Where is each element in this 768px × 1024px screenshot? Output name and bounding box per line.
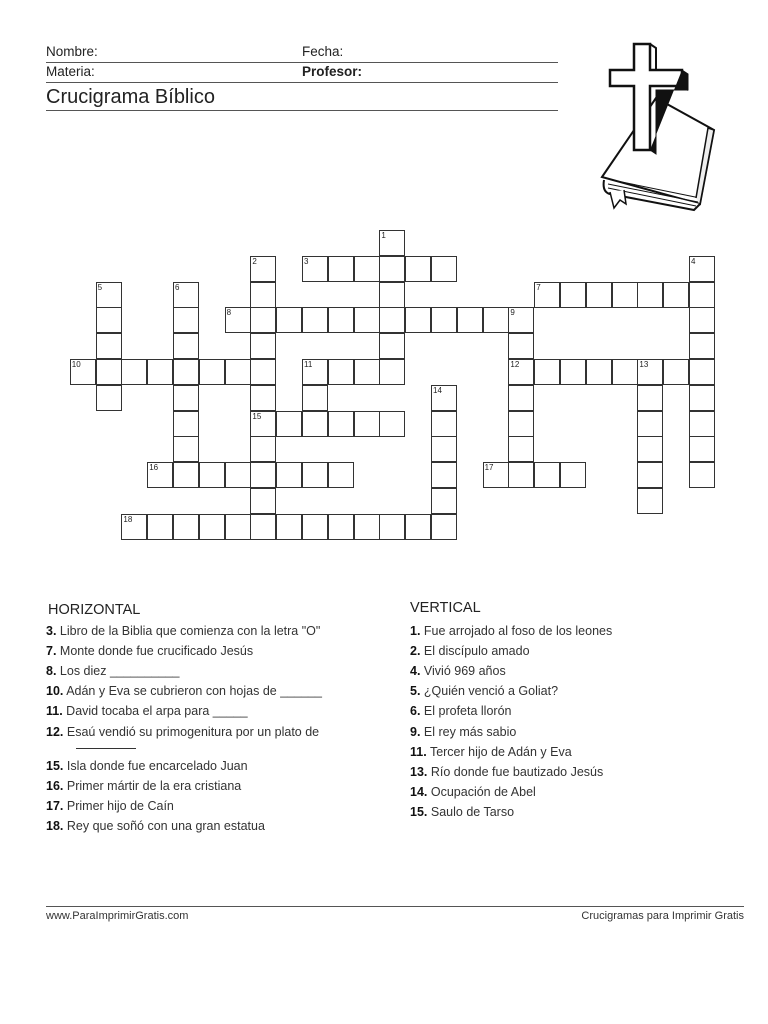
clue-number: 8 xyxy=(226,308,232,318)
crossword-cell[interactable] xyxy=(431,256,457,282)
crossword-cell[interactable] xyxy=(431,385,457,411)
crossword-cell[interactable] xyxy=(560,462,586,488)
crossword-cell[interactable] xyxy=(689,333,715,359)
clue-12-answer-blank xyxy=(76,748,136,749)
clue-item xyxy=(410,785,536,799)
clue-item xyxy=(46,624,320,638)
crossword-cell[interactable] xyxy=(431,436,457,462)
clue-number: 9 xyxy=(510,308,515,318)
crossword-cell[interactable] xyxy=(637,282,663,308)
crossword-cell[interactable] xyxy=(508,359,534,385)
clue-number: 15. xyxy=(46,758,64,773)
crossword-cell[interactable] xyxy=(328,256,354,282)
crossword-cell[interactable] xyxy=(405,307,431,333)
crossword-cell[interactable] xyxy=(96,307,122,333)
crossword-cell[interactable] xyxy=(508,411,534,437)
crossword-cell[interactable] xyxy=(250,333,276,359)
crossword-cell[interactable] xyxy=(612,359,638,385)
clue-text: Esaú vendió su primogenitura por un plato de xyxy=(66,724,320,739)
crossword-cell[interactable] xyxy=(379,282,405,308)
crossword-cell[interactable] xyxy=(225,307,251,333)
clue-text: Fue arrojado al foso de los leones xyxy=(423,624,613,638)
clue-item xyxy=(46,684,322,698)
crossword-cell[interactable] xyxy=(173,514,199,540)
clue-item xyxy=(46,819,265,833)
clue-item xyxy=(410,745,572,759)
crossword-cell[interactable] xyxy=(637,488,663,514)
clue-number: 10. xyxy=(46,684,64,699)
clue-number: 12 xyxy=(510,360,520,369)
crossword-cell[interactable] xyxy=(586,359,612,385)
crossword-cell[interactable] xyxy=(147,359,173,385)
crossword-cell[interactable] xyxy=(250,436,276,462)
clue-number: 5 xyxy=(97,282,103,292)
crossword-cell[interactable] xyxy=(689,411,715,437)
crossword-cell[interactable] xyxy=(302,307,328,333)
crossword-cell[interactable] xyxy=(147,462,173,488)
footer-website[interactable]: www.ParaImprimirGratis.com xyxy=(46,910,189,922)
clue-text: Rey que soñó con una gran estatua xyxy=(66,818,265,833)
crossword-cell[interactable] xyxy=(225,359,251,385)
clue-text: El discípulo amado xyxy=(423,644,530,659)
crossword-cell[interactable] xyxy=(199,359,225,385)
crossword-cell[interactable] xyxy=(431,307,457,333)
crossword-cell[interactable] xyxy=(379,256,405,282)
clue-number: 7. xyxy=(46,644,57,659)
clue-item xyxy=(410,684,558,698)
crossword-cell[interactable] xyxy=(173,436,199,462)
crossword-cell[interactable] xyxy=(689,282,715,308)
crossword-cell[interactable] xyxy=(96,333,122,359)
crossword-cell[interactable] xyxy=(250,462,276,488)
crossword-cell[interactable] xyxy=(379,333,405,359)
crossword-cell[interactable] xyxy=(250,307,276,333)
crossword-cell[interactable] xyxy=(302,256,328,282)
clue-item xyxy=(46,644,253,658)
clue-item xyxy=(46,759,248,773)
clue-number: 11 xyxy=(304,360,313,369)
crossword-cell[interactable] xyxy=(508,333,534,359)
clue-item xyxy=(46,664,179,678)
crossword-cell[interactable] xyxy=(663,282,689,308)
crossword-cell[interactable] xyxy=(121,514,147,540)
clue-number: 2. xyxy=(410,644,421,659)
clue-number: 11. xyxy=(46,704,63,719)
clue-item xyxy=(410,704,511,718)
crossword-cell[interactable] xyxy=(689,256,715,282)
crossword-cell[interactable] xyxy=(508,385,534,411)
clue-number: 18 xyxy=(123,514,133,524)
crossword-cell[interactable] xyxy=(637,411,663,437)
crossword-cell[interactable] xyxy=(431,488,457,514)
crossword-cell[interactable] xyxy=(199,514,225,540)
clue-number: 17. xyxy=(46,798,64,813)
crossword-cell[interactable] xyxy=(354,411,380,437)
crossword-cell[interactable] xyxy=(612,282,638,308)
crossword-cell[interactable] xyxy=(354,307,380,333)
crossword-cell[interactable] xyxy=(225,514,251,540)
clue-text: Tercer hijo de Adán y Eva xyxy=(429,744,572,759)
crossword-cell[interactable] xyxy=(302,514,328,540)
clue-item xyxy=(410,725,516,739)
clue-text: Primer hijo de Caín xyxy=(66,798,174,813)
clue-number: 6 xyxy=(175,282,180,292)
crossword-cell[interactable] xyxy=(173,282,199,308)
crossword-cell[interactable] xyxy=(250,411,276,437)
clue-text: David tocaba el arpa para _____ xyxy=(66,704,248,719)
clue-number: 4. xyxy=(410,664,421,679)
clue-number: 17 xyxy=(484,463,494,473)
crossword-cell[interactable] xyxy=(173,307,199,333)
crossword-cell[interactable] xyxy=(250,282,276,308)
clue-number: 9. xyxy=(410,724,421,739)
crossword-cell[interactable] xyxy=(689,307,715,333)
date-label: Fecha: xyxy=(302,44,344,59)
footer-divider xyxy=(46,906,744,907)
crossword-cell[interactable] xyxy=(328,462,354,488)
crossword-cell[interactable] xyxy=(250,359,276,385)
footer-tagline: Crucigramas para Imprimir Gratis xyxy=(581,910,744,922)
crossword-cell[interactable] xyxy=(328,514,354,540)
crossword-cell[interactable] xyxy=(121,359,147,385)
crossword-cell[interactable] xyxy=(379,514,405,540)
crossword-cell[interactable] xyxy=(689,359,715,385)
crossword-cell[interactable] xyxy=(173,462,199,488)
clue-item xyxy=(410,805,514,819)
crossword-cell[interactable] xyxy=(354,514,380,540)
clue-number: 2 xyxy=(252,256,257,266)
down-title: VERTICAL xyxy=(410,600,481,616)
crossword-cell[interactable] xyxy=(405,256,431,282)
crossword-cell[interactable] xyxy=(173,333,199,359)
clue-number: 3 xyxy=(304,256,309,266)
crossword-cell[interactable] xyxy=(96,385,122,411)
clue-number: 12. xyxy=(46,724,64,739)
clue-number: 10 xyxy=(71,360,81,369)
crossword-cell[interactable] xyxy=(173,411,199,437)
clue-text: Los diez __________ xyxy=(59,664,180,679)
crossword-cell[interactable] xyxy=(483,462,509,488)
crossword-cell[interactable] xyxy=(328,307,354,333)
crossword-cell[interactable] xyxy=(250,514,276,540)
crossword-cell[interactable] xyxy=(534,359,560,385)
crossword-cell[interactable] xyxy=(225,462,251,488)
crossword-cell[interactable] xyxy=(379,230,405,256)
clue-number: 6. xyxy=(410,704,421,719)
crossword-cell[interactable] xyxy=(250,385,276,411)
clue-number: 13. xyxy=(410,764,428,779)
clue-text: Ocupación de Abel xyxy=(430,784,536,799)
crossword-cell[interactable] xyxy=(199,462,225,488)
clue-number: 18. xyxy=(46,818,64,833)
crossword-cell[interactable] xyxy=(586,282,612,308)
crossword-cell[interactable] xyxy=(250,256,276,282)
crossword-cell[interactable] xyxy=(637,359,663,385)
clue-number: 15 xyxy=(252,411,262,421)
clue-item xyxy=(46,725,319,739)
clue-text: Vivió 969 años xyxy=(423,664,506,679)
crossword-cell[interactable] xyxy=(431,411,457,437)
crossword-cell[interactable] xyxy=(302,359,328,385)
clue-text: ¿Quién venció a Goliat? xyxy=(423,684,559,699)
clue-text: El profeta llorón xyxy=(423,704,512,719)
crossword-cell[interactable] xyxy=(173,385,199,411)
crossword-cell[interactable] xyxy=(354,256,380,282)
clue-item xyxy=(410,624,612,638)
crossword-cell[interactable] xyxy=(173,359,199,385)
crossword-cell[interactable] xyxy=(689,436,715,462)
clue-item xyxy=(410,644,530,658)
clue-number: 14 xyxy=(433,385,442,395)
crossword-cell[interactable] xyxy=(302,462,328,488)
crossword-cell[interactable] xyxy=(276,462,302,488)
clue-number: 15. xyxy=(410,804,428,819)
crossword-cell[interactable] xyxy=(354,359,380,385)
crossword-cell[interactable] xyxy=(560,359,586,385)
crossword-cell[interactable] xyxy=(508,307,534,333)
crossword-cell[interactable] xyxy=(96,282,122,308)
crossword-cell[interactable] xyxy=(147,514,173,540)
clue-number: 4 xyxy=(691,256,696,266)
clue-number: 1 xyxy=(381,231,386,240)
subject-label: Materia: xyxy=(46,64,95,79)
clue-text: Monte donde fue crucificado Jesús xyxy=(59,644,254,659)
clue-text: Primer mártir de la era cristiana xyxy=(66,778,242,793)
clue-number: 7 xyxy=(536,282,541,292)
clue-text: Saulo de Tarso xyxy=(430,804,515,819)
clue-number: 16. xyxy=(46,778,64,793)
page-title: Crucigrama Bíblico xyxy=(46,86,215,108)
clue-number: 5. xyxy=(410,684,421,699)
crossword-cell[interactable] xyxy=(250,488,276,514)
crossword-cell[interactable] xyxy=(457,307,483,333)
crossword-cell[interactable] xyxy=(534,282,560,308)
crossword-cell[interactable] xyxy=(379,411,405,437)
clue-item xyxy=(410,765,603,779)
crossword-cell[interactable] xyxy=(508,462,534,488)
clue-item xyxy=(46,704,248,718)
crossword-cell[interactable] xyxy=(70,359,96,385)
crossword-cell[interactable] xyxy=(431,462,457,488)
clue-number: 13 xyxy=(639,360,649,369)
crossword-cell[interactable] xyxy=(379,359,405,385)
crossword-cell[interactable] xyxy=(637,385,663,411)
crossword-cell[interactable] xyxy=(96,359,122,385)
crossword-cell[interactable] xyxy=(431,514,457,540)
crossword-cell[interactable] xyxy=(302,411,328,437)
clue-number: 16 xyxy=(149,463,159,473)
crossword-cell[interactable] xyxy=(560,282,586,308)
teacher-label: Profesor: xyxy=(302,64,363,79)
crossword-cell[interactable] xyxy=(328,359,354,385)
crossword-cell[interactable] xyxy=(276,307,302,333)
clue-item xyxy=(410,664,506,678)
clue-text: Libro de la Biblia que comienza con la letra "O" xyxy=(59,624,321,638)
clue-item xyxy=(46,779,241,793)
clue-number: 14. xyxy=(410,784,428,799)
crossword-cell[interactable] xyxy=(276,514,302,540)
across-title: HORIZONTAL xyxy=(48,602,141,618)
crossword-cell[interactable] xyxy=(534,462,560,488)
clue-text: Río donde fue bautizado Jesús xyxy=(430,764,604,779)
crossword-cell[interactable] xyxy=(328,411,354,437)
clue-number: 8. xyxy=(46,664,57,679)
clue-number: 11. xyxy=(410,744,427,759)
clue-text: Isla donde fue encarcelado Juan xyxy=(66,758,248,773)
clue-number: 1. xyxy=(410,624,421,638)
clue-text: Adán y Eva se cubrieron con hojas de ______ xyxy=(66,684,322,699)
crossword-cell[interactable] xyxy=(276,411,302,437)
crossword-cell[interactable] xyxy=(302,385,328,411)
crossword-cell[interactable] xyxy=(663,359,689,385)
name-label: Nombre: xyxy=(46,44,98,59)
crossword-cell[interactable] xyxy=(405,514,431,540)
crossword-cell[interactable] xyxy=(637,436,663,462)
crossword-cell[interactable] xyxy=(508,436,534,462)
clue-text: El rey más sabio xyxy=(423,724,517,739)
crossword-cell[interactable] xyxy=(483,307,509,333)
clue-number: 3. xyxy=(46,624,57,638)
crossword-cell[interactable] xyxy=(689,462,715,488)
crossword-cell[interactable] xyxy=(637,462,663,488)
clue-item xyxy=(46,799,174,813)
crossword-cell[interactable] xyxy=(379,307,405,333)
crossword-cell[interactable] xyxy=(689,385,715,411)
